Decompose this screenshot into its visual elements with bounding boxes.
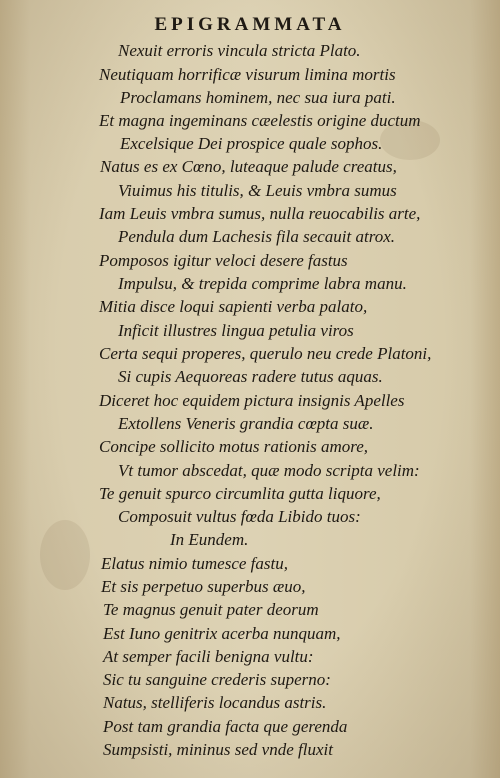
verse-line: Viuimus his titulis, & Leuis vmbra sumus [118, 181, 397, 200]
verse-line: Iam Leuis vmbra sumus, nulla reuocabilis arte, [99, 204, 421, 223]
verse-line: Te genuit spurco circumlita gutta liquore, [99, 484, 381, 503]
verse-line: Et sis perpetuo superbus æuo, [101, 577, 306, 596]
verse-line: Impulsu, & trepida comprime labra manu. [118, 274, 407, 293]
verse-line: Neutiquam horrificæ visurum limina mortis [99, 65, 396, 84]
section-heading: In Eundem. [170, 530, 249, 549]
verse-line: At semper facili benigna vultu: [103, 647, 314, 666]
verse-line: Natus, stelliferis locandus astris. [103, 693, 327, 712]
verse-line: Post tam grandia facta que gerenda [103, 717, 348, 736]
verse-line: Inficit illustres lingua petulia viros [118, 321, 354, 340]
verse-line: Excelsique Dei prospice quale sophos. [120, 134, 383, 153]
verse-line: Natus es ex Cœno, luteaque palude creatus, [100, 157, 397, 176]
verse-line: Te magnus genuit pater deorum [103, 600, 319, 619]
verse-line: Pomposos igitur veloci desere fastus [99, 251, 348, 270]
verse-line: Nexuit erroris vincula stricta Plato. [118, 41, 361, 60]
verse-line: Pendula dum Lachesis fila secauit atrox. [118, 227, 396, 246]
verse-line: Elatus nimio tumesce fastu, [101, 554, 288, 573]
verse-line: Diceret hoc equidem pictura insignis Apelles [99, 391, 405, 410]
verse-line: Composuit vultus fœda Libido tuos: [118, 507, 361, 526]
verse-line: Concipe sollicito motus rationis amore, [99, 437, 369, 456]
paper-stain [40, 520, 90, 590]
verse-line: Sumpsisti, mininus sed vnde fluxit [103, 740, 333, 759]
verse-line: Si cupis Aequoreas radere tutus aquas. [118, 367, 383, 386]
verse-line: Extollens Veneris grandia cœpta suæ. [118, 414, 374, 433]
verse-line: Mitia disce loqui sapienti verba palato, [99, 297, 368, 316]
running-head: EPIGRAMMATA [154, 14, 346, 35]
verse-line: Sic tu sanguine crederis superno: [103, 670, 331, 689]
verse-line: Certa sequi properes, querulo neu crede Platoni, [99, 344, 432, 363]
verse-line: Proclamans hominem, nec sua iura pati. [120, 88, 396, 107]
verse-line: Est Iuno genitrix acerba nunquam, [103, 624, 341, 643]
verse-line: Vt tumor abscedat, quæ modo scripta velim: [118, 461, 420, 480]
verse-line: Et magna ingeminans cæelestis origine ductum [99, 111, 421, 130]
